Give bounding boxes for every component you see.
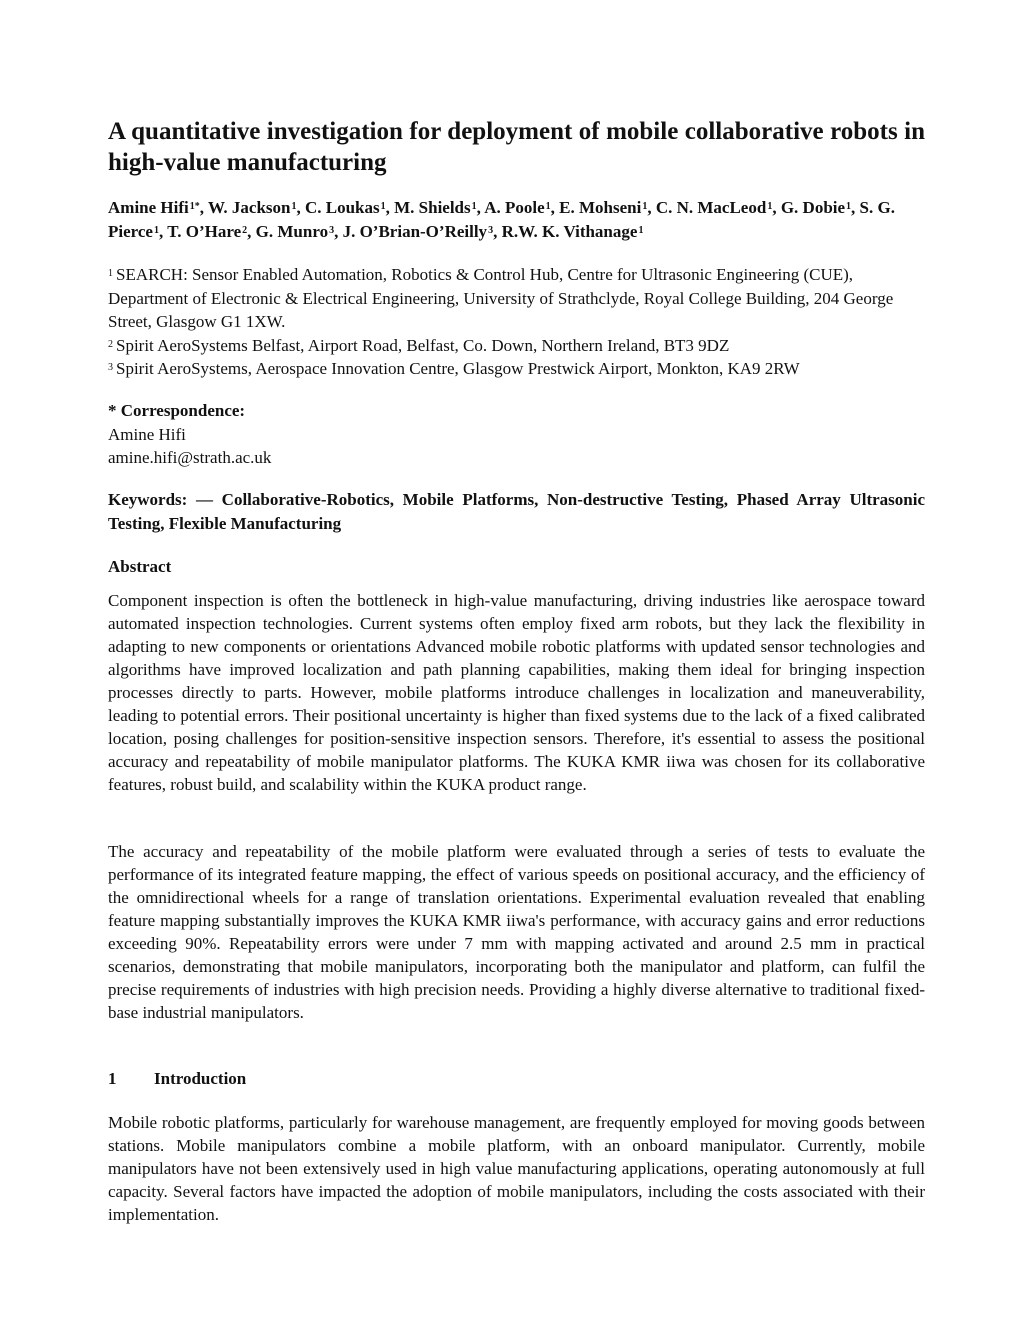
affiliation-marker: 1: [108, 268, 113, 279]
author-separator: ,: [851, 198, 860, 217]
author-separator: ,: [385, 198, 395, 217]
author-name: G. Munro: [255, 222, 329, 241]
author-affiliation-marker: 3: [488, 225, 494, 236]
author-name: Amine Hifi: [108, 198, 189, 217]
abstract-heading: Abstract: [108, 557, 172, 576]
author-separator: ,: [493, 222, 502, 241]
author-affiliation-marker: 3: [329, 225, 335, 236]
introduction-text: Mobile robotic platforms, particularly for warehouse management, are frequently employed for moving goods between stations. Mobile manipulators combine a mobile platform, with an onboard manipulator. Currently, mobile manipulators have not been extensively used in high value manufacturing applications, operating autonomously at full capacity. Several factors have impacted the adoption of mobile manipulators, including the costs associated with their implementation.: [108, 1113, 925, 1224]
affiliation-text: Spirit AeroSystems Belfast, Airport Road, Belfast, Co. Down, Northern Ireland, BT3 9DZ: [116, 335, 730, 355]
section-title: Introduction: [154, 1069, 247, 1088]
affiliation-text: Spirit AeroSystems, Aerospace Innovation Centre, Glasgow Prestwick Airport, Monkton, KA9 2RW: [116, 359, 800, 378]
author-name: J. O’Brian-O’Reilly: [342, 222, 488, 241]
affiliation-item: [108, 334, 925, 358]
affiliation-marker: 3: [108, 362, 113, 373]
author-affiliation-marker: 2: [242, 225, 248, 236]
author-name: C. Loukas: [304, 198, 380, 217]
keywords: Keywords: — Collaborative-Robotics, Mobile Platforms, Non-destructive Testing, Phased Array Ultrasonic Testing, Flexible Manufacturing: [108, 490, 925, 533]
author-list: [108, 196, 925, 244]
author-name: G. Dobie: [780, 198, 846, 217]
section-heading-introduction: [108, 1067, 925, 1090]
author-affiliation-marker: 1: [545, 201, 551, 212]
author-separator: ,: [772, 198, 781, 217]
author-name: T. O’Hare: [167, 222, 242, 241]
author-affiliation-marker: 1: [380, 201, 386, 212]
author-affiliation-marker: 1: [291, 201, 297, 212]
affiliation-list: [108, 263, 925, 381]
affiliation-item: [108, 263, 925, 334]
author-separator: ,: [199, 198, 208, 217]
author-separator: ,: [158, 222, 168, 241]
author-separator: ,: [647, 198, 656, 217]
introduction-paragraph: [108, 1111, 925, 1249]
author-name: W. Jackson: [207, 198, 291, 217]
author-name: A. Poole: [484, 198, 545, 217]
author-affiliation-marker: 1: [153, 225, 159, 236]
author-affiliation-marker: 1: [767, 201, 773, 212]
affiliation-text: SEARCH: Sensor Enabled Automation, Robotics & Control Hub, Centre for Ultrasonic Engineering (CUE), Department of Electronic & Electrical Engineering, University of Strathclyde, Royal College Building, 204 George Street, Glasgow G1 1XW.: [108, 265, 894, 331]
abstract-paragraph-2: The accuracy and repeatability of the mobile platform were evaluated through a series of tests to evaluate the performance of its integrated feature mapping, the effect of various speeds on positional accuracy, and the efficiency of the omnidirectional wheels for a range of translation orientations. Experimental evaluation revealed that enabling feature mapping substantially improves the KUKA KMR iiwa's performance, with accuracy gains and error reductions exceeding 90%. Repeatability errors were under 7 mm with mapping activated and around 2.5 mm in practical scenarios, demonstrating that mobile manipulators, incorporating both the manipulator and platform, can fulfil the precise requirements of industries with high precision needs. Providing a highly diverse alternative to traditional fixed-base industrial manipulators.: [108, 842, 925, 1022]
section-number: 1: [108, 1069, 117, 1088]
author-affiliation-marker: 1: [638, 225, 644, 236]
author-name: S. G. Pierce: [108, 198, 895, 241]
author-separator: ,: [550, 198, 560, 217]
author-affiliation-marker: 1: [642, 201, 648, 212]
correspondence-email[interactable]: amine.hifi@strath.ac.uk: [108, 448, 272, 467]
abstract-paragraph-1: Component inspection is often the bottleneck in high-value manufacturing, driving industries like aerospace toward automated inspection technologies. Current systems often employ fixed arm robots, but they lack the flexibility in adapting to new components or orientations Advanced mobile robotic platforms with updated sensor technologies and algorithms have improved localization and path planning capabilities, making them ideal for bringing inspection processes directly to parts. However, mobile platforms introduce challenges in localization and maneuverability, leading to potential errors. Their positional uncertainty is higher than fixed systems due to the lack of a fixed calibrated location, posing challenges for position-sensitive inspection sensors. Therefore, it's essential to assess the positional accuracy and repeatability of mobile manipulator platforms. The KUKA KMR iiwa was chosen for its collaborative features, robust build, and scalability within the KUKA product range.: [108, 591, 925, 794]
correspondence-name: Amine Hifi: [108, 424, 186, 444]
author-name: C. N. MacLeod: [655, 198, 767, 217]
affiliation-marker: 2: [108, 338, 113, 350]
author-affiliation-marker: 1: [471, 201, 477, 212]
paper-title: A quantitative investigation for deployment of mobile collaborative robots in high-value manufacturing: [108, 118, 925, 176]
author-name: E. Mohseni: [559, 198, 642, 217]
author-affiliation-marker: 1: [846, 201, 852, 212]
author-name: M. Shields: [394, 198, 471, 217]
author-separator: ,: [476, 198, 485, 217]
author-separator: ,: [247, 222, 256, 241]
affiliation-item: [108, 357, 925, 381]
author-separator: ,: [296, 198, 305, 217]
author-affiliation-marker: 1*: [189, 201, 200, 212]
correspondence-heading: * Correspondence:: [108, 401, 246, 420]
author-separator: ,: [334, 222, 343, 241]
author-name: R.W. K. Vithanage: [501, 222, 638, 241]
correspondence-block: [108, 399, 925, 470]
